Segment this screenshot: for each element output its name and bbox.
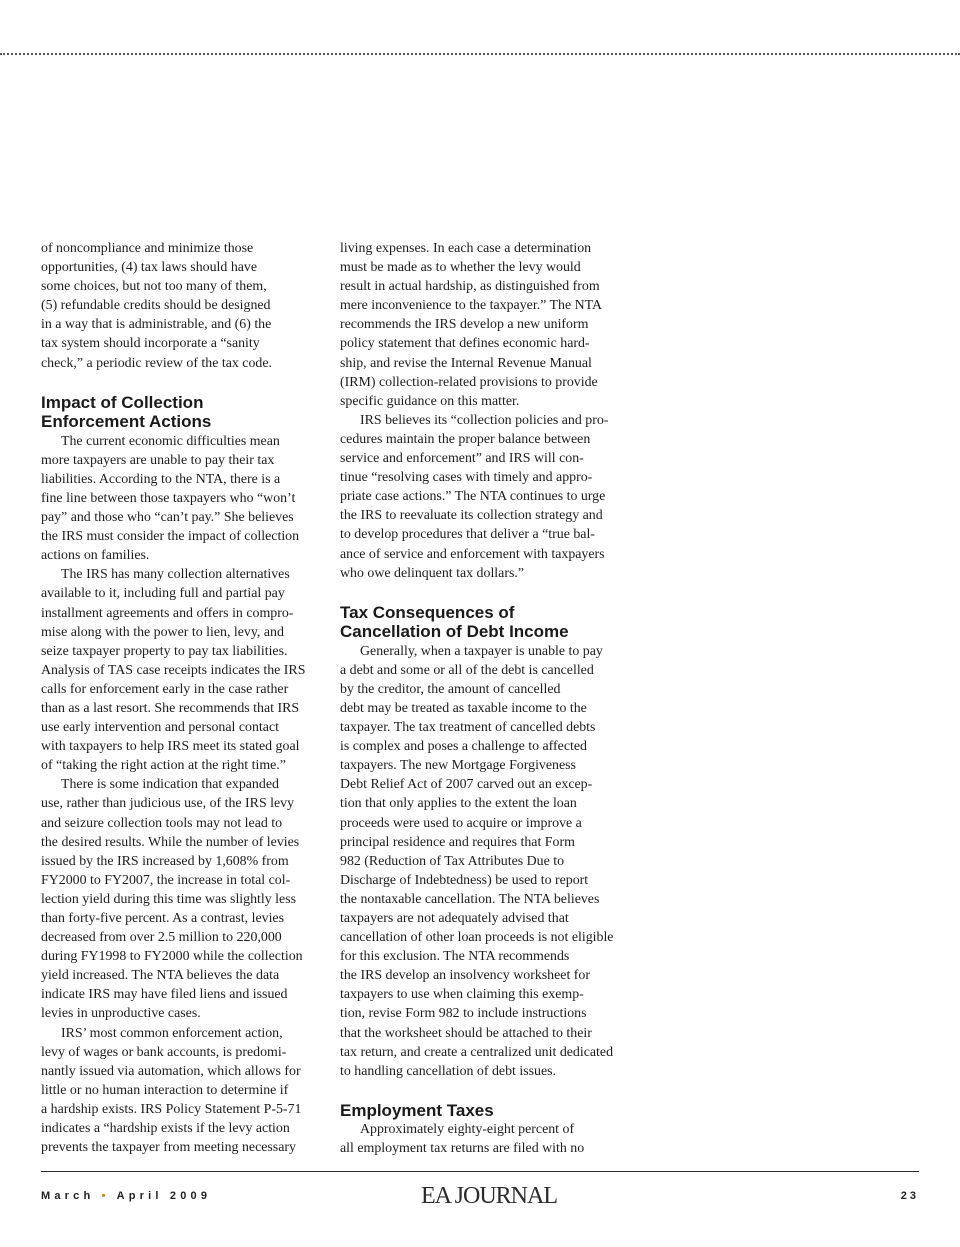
text-line: taxpayers are not adequately advised that (340, 911, 569, 926)
text-line: tax return, and create a centralized unit dedicated (340, 1044, 614, 1060)
text-line: 982 (Reduction of Tax Attributes Due to (340, 853, 565, 869)
text-line: the nontaxable cancellation. The NTA believes (340, 891, 600, 907)
text-line: to handling cancellation of debt issues. (340, 1063, 557, 1079)
text-line: decreased from over 2.5 million to 220,000 (41, 930, 282, 946)
text-line: available to it, including full and partial pay (41, 586, 285, 602)
text-line: tion, revise Form 982 to include instructions (340, 1006, 587, 1022)
text-line: during FY1998 to FY2000 while the collection (41, 949, 303, 965)
left-column (41, 239, 327, 1157)
text-line: the IRS develop an insolvency worksheet for (340, 968, 590, 984)
text-line: lection yield during this time was slightly less (41, 891, 297, 907)
heading-line: Cancellation of Debt Income (340, 622, 569, 642)
text-line: (5) refundable credits should be designed (41, 298, 271, 314)
text-line: proceeds were used to acquire or improve a (340, 815, 582, 831)
paragraph (340, 411, 626, 583)
text-line: prevents the taxpayer from meeting necessary (41, 1140, 296, 1156)
heading-line: Employment Taxes (340, 1100, 494, 1120)
text-line: ship, and revise the Internal Revenue Manual (340, 355, 592, 371)
text-line: with taxpayers to help IRS meet its stated goal (41, 739, 300, 755)
text-line: calls for enforcement early in the case rather (41, 681, 289, 697)
issue-year: 2009 (169, 1190, 212, 1202)
right-column (340, 239, 626, 1159)
text-line: actions on families. (41, 548, 150, 564)
paragraph (41, 1024, 327, 1158)
text-line: than forty-five percent. As a contrast, levies (41, 911, 284, 926)
text-line: indicate IRS may have filed liens and issued (41, 987, 288, 1003)
text-line: pay” and those who “can’t pay.” She believes (41, 510, 294, 526)
text-line: cancellation of other loan proceeds is not eligible (340, 930, 614, 946)
text-line: IRS believes its “collection policies and pro- (360, 412, 609, 428)
text-line: The current economic difficulties mean (61, 433, 280, 449)
text-line: the IRS to reevaluate its collection strategy and (340, 508, 603, 524)
date-separator: • (101, 1190, 110, 1202)
text-line: The IRS has many collection alternatives (61, 567, 290, 583)
paragraph (41, 432, 327, 566)
text-line: fine line between those taxpayers who “won’t (41, 490, 296, 506)
text-line: issued by the IRS increased by 1,608% from (41, 853, 289, 869)
text-line: levies in unproductive cases. (41, 1006, 201, 1022)
heading-line: Impact of Collection (41, 392, 204, 412)
paragraph (41, 239, 327, 373)
text-line: yield increased. The NTA believes the data (41, 968, 280, 984)
section-heading (340, 603, 626, 642)
paragraph (340, 1120, 626, 1158)
text-line: result in actual hardship, as distinguished from (340, 279, 600, 295)
text-line: levy of wages or bank accounts, is predomi- (41, 1044, 287, 1060)
text-line: specific guidance on this matter. (340, 393, 520, 409)
text-line: taxpayer. The tax treatment of cancelled debts (340, 720, 596, 736)
text-line: indicates a “hardship exists if the levy action (41, 1121, 290, 1137)
footer-rule (41, 1171, 919, 1172)
header-dotted-rule (0, 53, 960, 55)
text-line: of “taking the right action at the right time.” (41, 758, 286, 774)
text-line: than as a last resort. She recommends that IRS (41, 700, 300, 716)
text-line: taxpayers to use when claiming this exemp- (340, 987, 584, 1003)
section-heading (340, 1101, 626, 1121)
text-line: Debt Relief Act of 2007 carved out an excep- (340, 777, 593, 793)
text-line: that the worksheet should be attached to their (340, 1025, 592, 1041)
paragraph (41, 565, 327, 775)
text-line: the desired results. While the number of levies (41, 834, 300, 850)
text-line: seize taxpayer property to pay tax liabilities. (41, 643, 288, 659)
text-line: and seizure collection tools may not lead to (41, 815, 283, 831)
text-line: living expenses. In each case a determination (340, 241, 592, 256)
text-line: tax system should incorporate a “sanity (41, 336, 260, 352)
text-line: principal residence and requires that Form (340, 834, 575, 850)
text-line: is complex and poses a challenge to affected (340, 739, 587, 755)
text-line: taxpayers. The new Mortgage Forgiveness (340, 758, 576, 774)
issue-date (41, 1190, 211, 1202)
text-line: mere inconvenience to the taxpayer.” The NTA (340, 298, 603, 314)
text-line: ance of service and enforcement with taxpayers (340, 546, 605, 562)
text-line: recommends the IRS develop a new uniform (340, 317, 589, 333)
text-line: the IRS must consider the impact of collection (41, 529, 300, 545)
text-line: for this exclusion. The NTA recommends (340, 949, 570, 965)
text-line: must be made as to whether the levy would (340, 260, 581, 276)
text-line: a hardship exists. IRS Policy Statement P-5-71 (41, 1101, 302, 1117)
text-line: Generally, when a taxpayer is unable to pay (360, 643, 603, 659)
text-line: priate case actions.” The NTA continues to urge (340, 489, 606, 505)
text-line: who owe delinquent tax dollars.” (340, 565, 525, 581)
text-line: tion that only applies to the extent the loan (340, 796, 577, 812)
text-line: Analysis of TAS case receipts indicates the IRS (41, 662, 306, 678)
heading-line: Enforcement Actions (41, 412, 212, 432)
text-line: nantly issued via automation, which allows for (41, 1063, 301, 1079)
ea-journal-logo: EA JOURNAL (421, 1183, 558, 1209)
paragraph (41, 775, 327, 1023)
issue-month-a: March (41, 1190, 95, 1202)
text-line: tinue “resolving cases with timely and appro- (340, 470, 593, 486)
section-heading (41, 393, 327, 432)
paragraph (340, 642, 626, 1081)
text-line: by the creditor, the amount of cancelled (340, 681, 561, 697)
text-line: mise along with the power to lien, levy, and (41, 624, 284, 640)
text-line: opportunities, (4) tax laws should have (41, 260, 258, 276)
text-line: policy statement that defines economic hard- (340, 336, 590, 352)
text-line: use early intervention and personal contact (41, 720, 279, 736)
text-line: There is some indication that expanded (61, 777, 279, 793)
page-number: 23 (900, 1190, 919, 1202)
text-line: use, rather than judicious use, of the IRS levy (41, 796, 295, 812)
text-line: FY2000 to FY2007, the increase in total col- (41, 872, 291, 888)
text-line: (IRM) collection-related provisions to provide (340, 374, 598, 390)
paragraph (340, 239, 626, 411)
heading-line: Tax Consequences of (340, 602, 515, 622)
text-line: to develop procedures that deliver a “true bal- (340, 527, 595, 543)
text-line: check,” a periodic review of the tax code. (41, 355, 273, 371)
text-line: little or no human interaction to determine if (41, 1082, 289, 1098)
text-line: liabilities. According to the NTA, there is a (41, 471, 281, 487)
issue-month-b: April (116, 1190, 163, 1202)
text-line: cedures maintain the proper balance between (340, 431, 591, 447)
text-line: all employment tax returns are filed with no (340, 1141, 585, 1157)
text-line: Approximately eighty-eight percent of (360, 1122, 575, 1138)
text-line: of noncompliance and minimize those (41, 241, 254, 256)
text-line: installment agreements and offers in compro- (41, 605, 294, 621)
text-line: IRS’ most common enforcement action, (61, 1025, 283, 1041)
text-line: some choices, but not too many of them, (41, 279, 267, 295)
text-line: service and enforcement” and IRS will con- (340, 451, 584, 467)
text-line: Discharge of Indebtedness) be used to report (340, 872, 589, 888)
text-line: debt may be treated as taxable income to the (340, 700, 587, 716)
text-line: in a way that is administrable, and (6) the (41, 317, 272, 333)
text-line: more taxpayers are unable to pay their tax (41, 452, 275, 468)
text-line: a debt and some or all of the debt is cancelled (340, 662, 594, 678)
